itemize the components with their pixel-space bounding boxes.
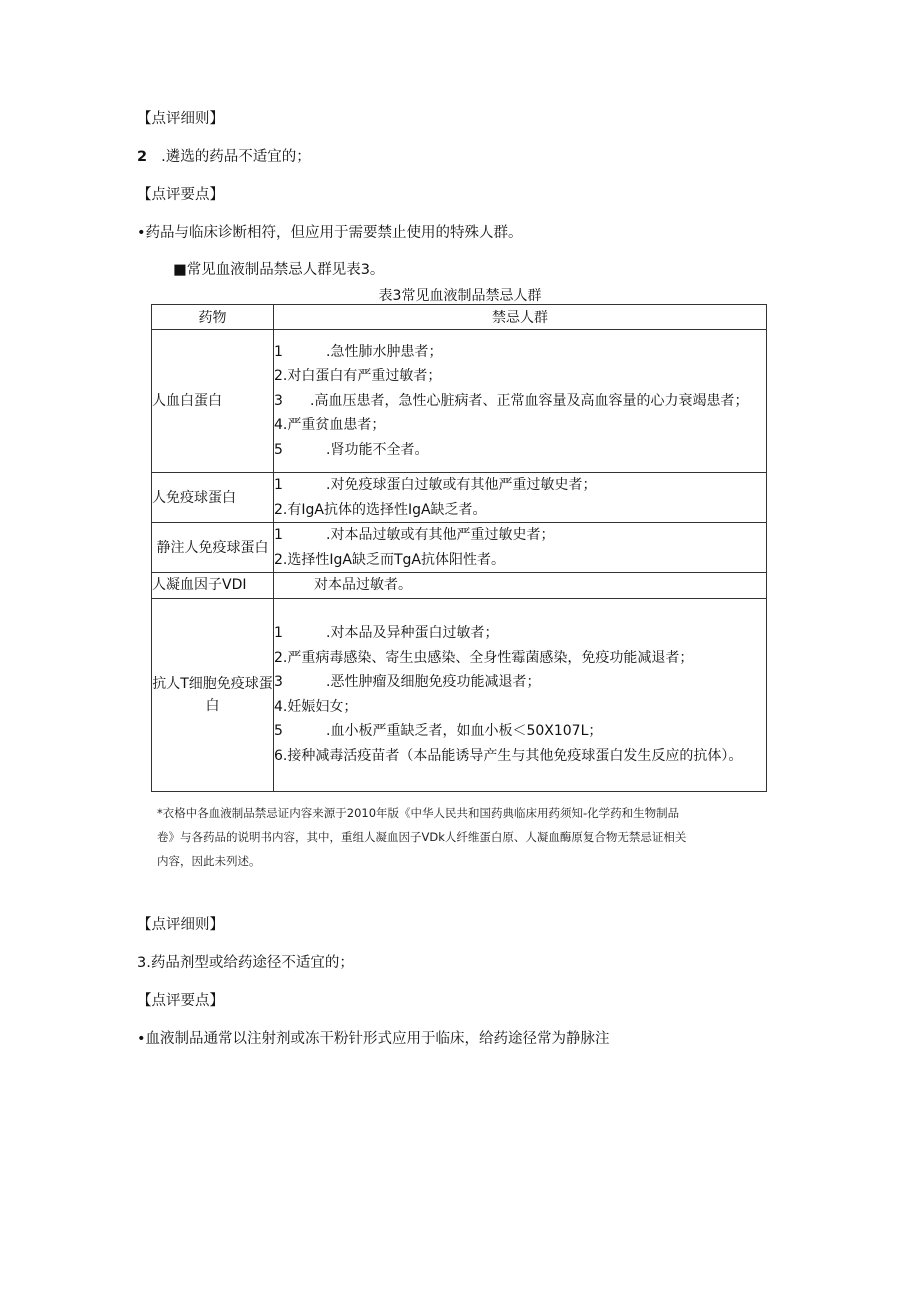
contra-cell	[274, 473, 767, 523]
table-row	[152, 523, 767, 573]
contra-item: 5 .肾功能不全者。	[274, 441, 429, 458]
contra-cell	[274, 573, 767, 599]
footnote-line: *衣格中各血液制品禁忌证内容来源于2010年版《中华人民共和国药典临床用药须知-化学药和生物制品	[157, 806, 680, 820]
detail-heading-2: 【点评细则】	[137, 917, 224, 933]
contra-item: 2.有IgA抗体的选择性IgA缺乏者。	[274, 501, 487, 518]
contra-item: 1 .对免疫球蛋白过敏或有其他严重过敏史者；	[274, 477, 597, 493]
points-heading-1: 【点评要点】	[137, 187, 224, 203]
contra-item: 2.选择性IgA缺乏而TgA抗体阳性者。	[274, 551, 505, 568]
rule-3: 3.药品剂型或给药途径不适宜的；	[137, 955, 354, 971]
drug-cell: 人免疫球蛋白	[152, 473, 274, 523]
contra-item: 1 .对本品过敏或有其他严重过敏史者；	[274, 527, 555, 543]
drug-cell: 抗人T细胞免疫球蛋白	[152, 598, 274, 791]
contra-item: 4.严重贫血患者；	[274, 417, 386, 434]
drug-cell: 人血白蛋白	[152, 330, 274, 473]
footnote-line: 内容，因此未列述。	[157, 854, 261, 868]
contra-item: 5 .血小板严重缺乏者，如血小板＜50X107L；	[274, 723, 603, 739]
rule-2	[137, 145, 311, 166]
contra-item: 对本品过敏者。	[314, 577, 412, 593]
contra-item: 2.严重病毒感染、寄生虫感染、全身性霉菌感染，免疫功能减退者；	[274, 649, 694, 666]
drug-cell: 人凝血因子VDI	[152, 573, 274, 599]
contra-item: 3 .恶性肿瘤及细胞免疫功能减退者；	[274, 674, 541, 690]
contra-item: 4.妊娠妇女；	[274, 698, 358, 715]
contraindication-table	[151, 304, 767, 792]
contra-item: 2.对白蛋白有严重过敏者；	[274, 368, 442, 385]
table-row	[152, 330, 767, 473]
detail-heading-1: 【点评细则】	[137, 111, 224, 127]
table-header-row	[152, 305, 767, 330]
contra-cell	[274, 598, 767, 791]
table-row	[152, 473, 767, 523]
bullet-1: •药品与临床诊断相符，但应用于需要禁止使用的特殊人群。	[137, 225, 523, 241]
table-row	[152, 598, 767, 791]
points-heading-2: 【点评要点】	[137, 993, 224, 1009]
rule-2-text: .遴选的药品不适宜的；	[161, 149, 311, 165]
bullet-2: •血液制品通常以注射剂或冻干粉针形式应用于临床，给药途径常为静脉注	[137, 1031, 610, 1047]
sub-bullet-1: ■常见血液制品禁忌人群见表3。	[173, 262, 385, 278]
contra-item: 1 .急性肺水肿患者；	[274, 343, 443, 360]
drug-cell: 静注人免疫球蛋白	[152, 523, 274, 573]
contra-item: 1 .对本品及异种蛋白过敏者；	[274, 625, 499, 641]
table-footnote	[157, 801, 767, 873]
contra-item: 3 .高血压患者，急性心脏病者、正常血容量及高血容量的心力衰竭患者；	[274, 392, 749, 409]
footnote-line: 卷》与各药品的说明书内容，其中，重组人凝血因子VDk人纤维蛋白原、人凝血酶原复合物无禁忌证相关	[157, 830, 687, 844]
contra-cell	[274, 523, 767, 573]
header-contra: 禁忌人群	[274, 305, 767, 330]
rule-2-number: 2	[137, 149, 148, 165]
contra-cell	[274, 330, 767, 473]
table-caption: 表3常见血液制品禁忌人群	[378, 288, 542, 304]
table-row	[152, 573, 767, 599]
contra-item: 6.接种减毒活疫苗者（本品能诱导产生与其他免疫球蛋白发生反应的抗体）。	[274, 747, 743, 764]
header-drug: 药物	[152, 305, 274, 330]
